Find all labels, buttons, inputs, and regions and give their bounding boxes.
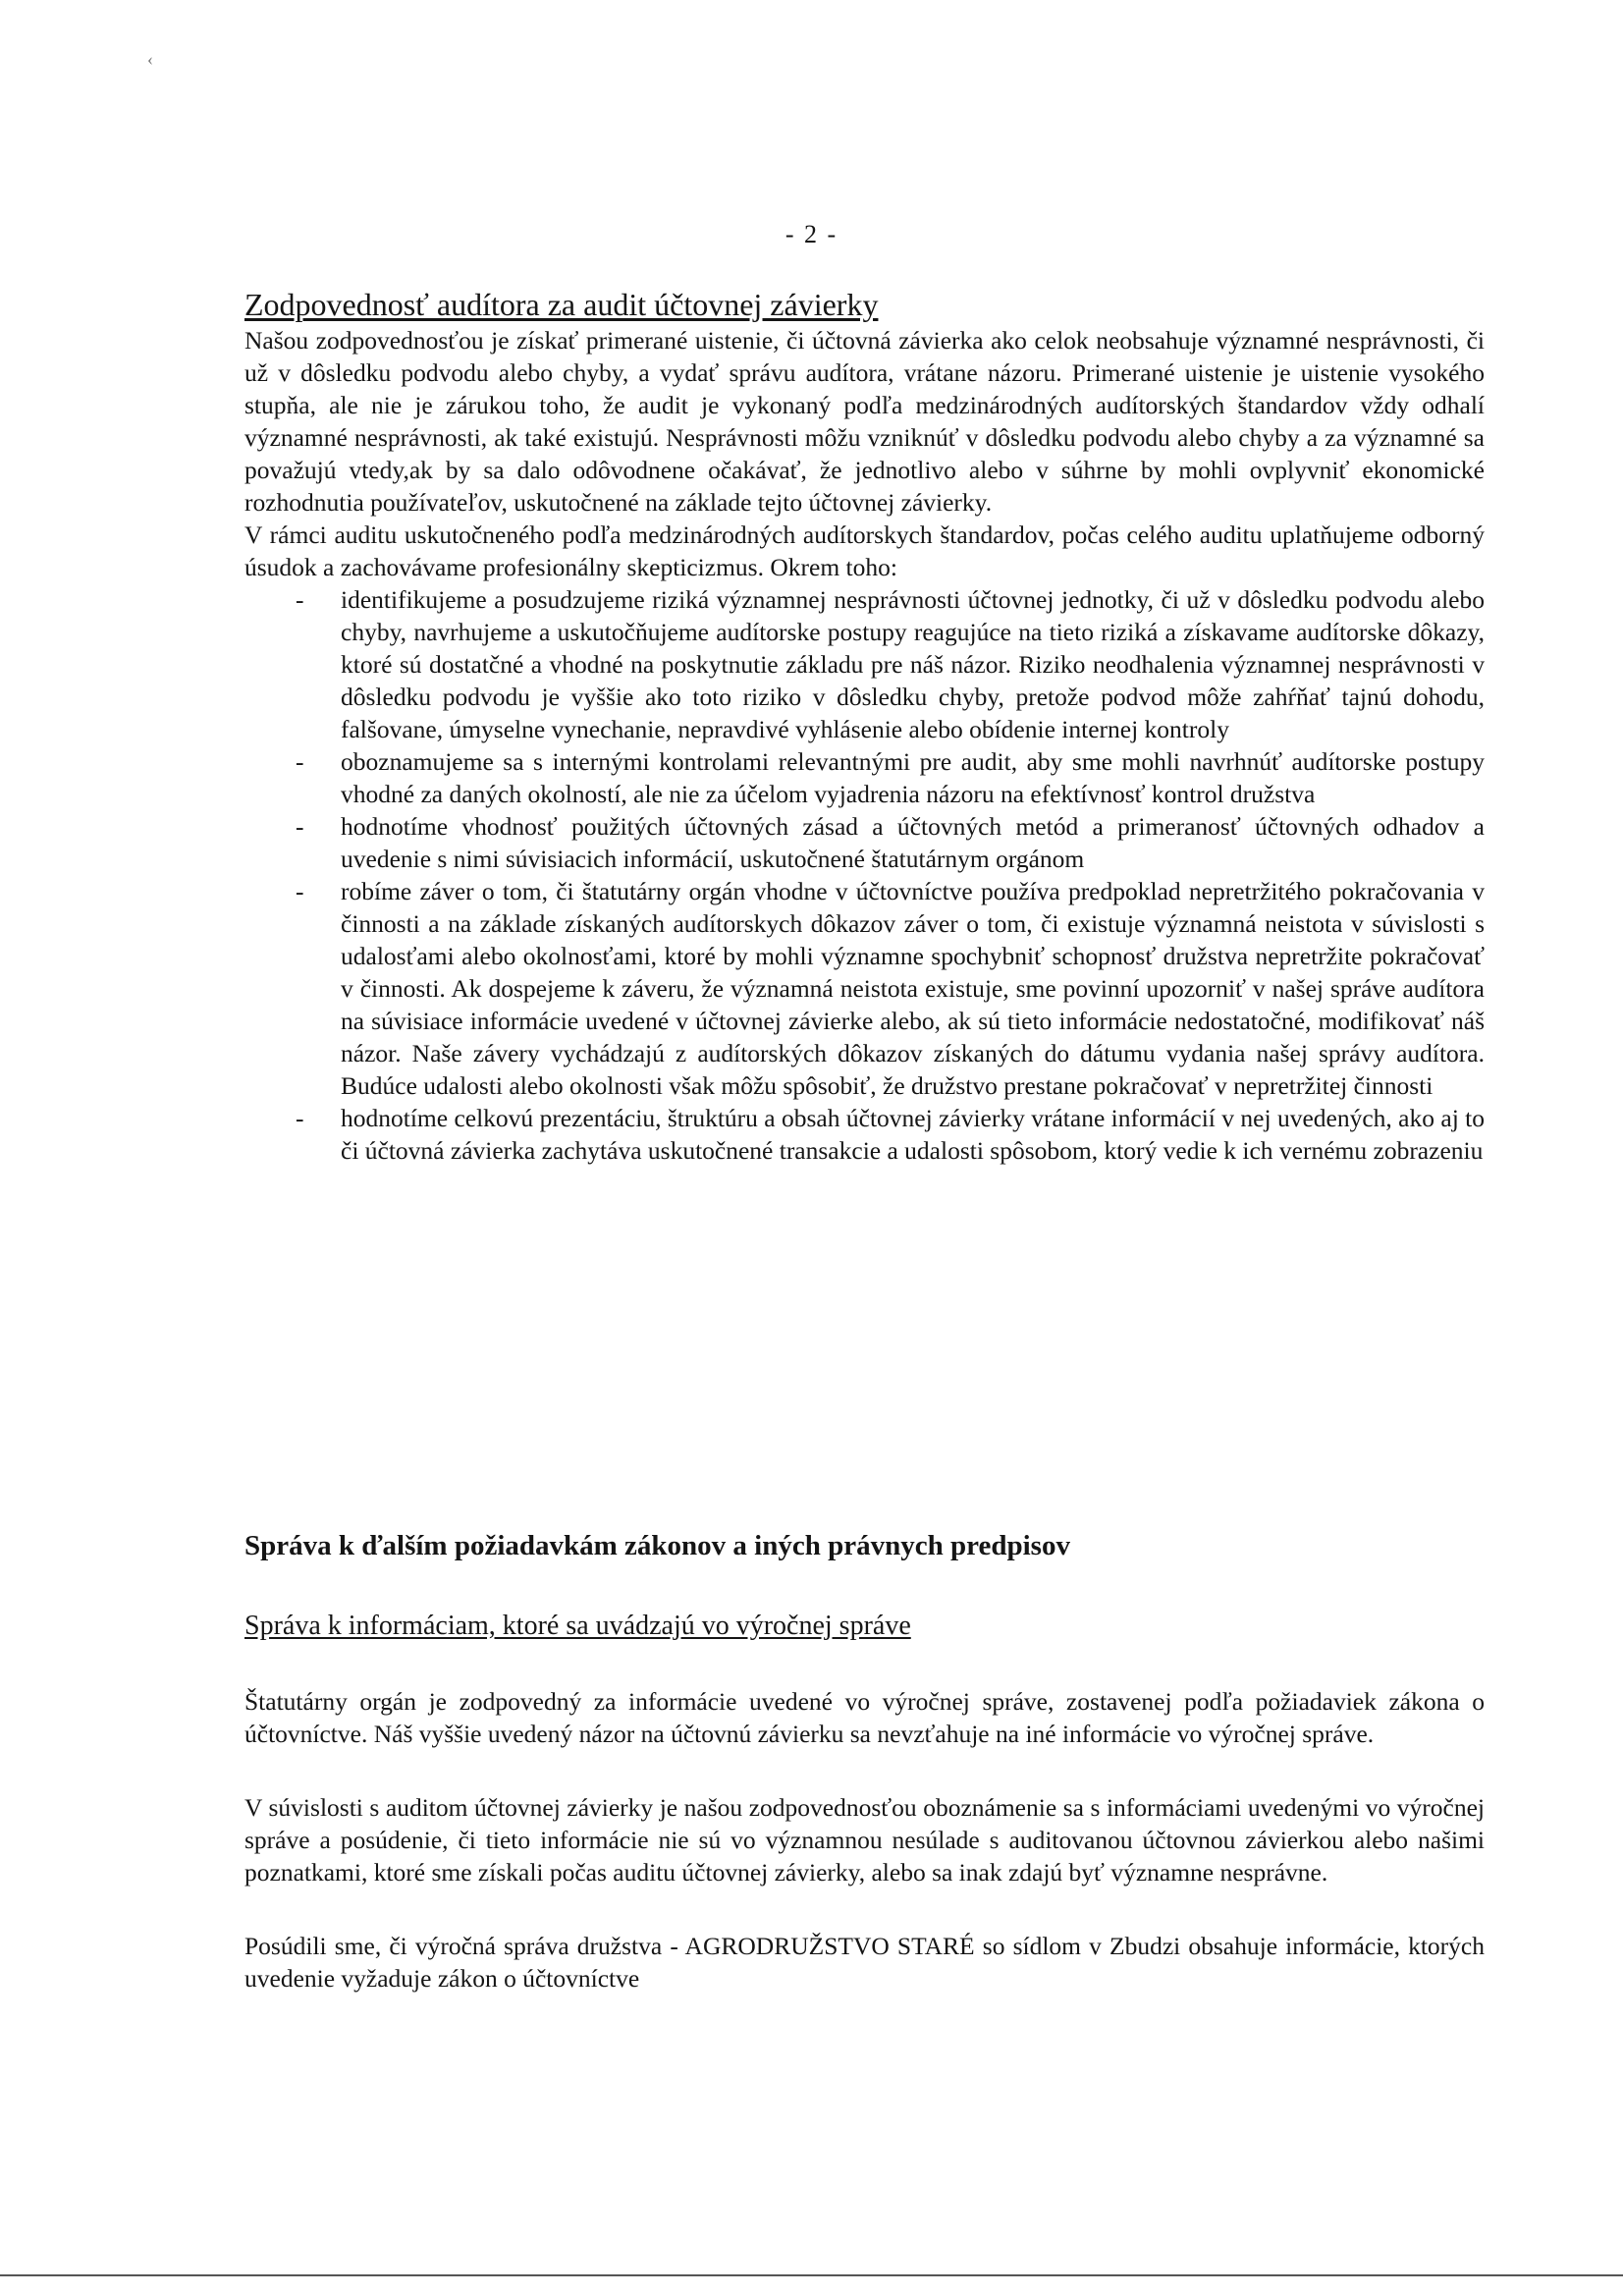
procedures-list <box>244 583 1485 1167</box>
section-heading-auditor-responsibility: Zodpovednosť audítora za audit účtovnej závierky <box>244 287 879 322</box>
list-item-text: hodnotíme celkovú prezentáciu, štruktúru a obsah účtovnej závierky vrátane informácií v nej uvedených, ako aj to či účtovná závierka zachytáva uskutočnené transakcie a udalosti spôsobom, ktorý vedie k ich vernému zobrazeniu <box>341 1104 1485 1165</box>
bullet-dash: - <box>296 585 304 614</box>
bullet-dash: - <box>296 812 304 841</box>
auditor-responsibility-section <box>244 285 1485 1167</box>
page-number: - 2 - <box>784 220 839 248</box>
paragraph: Našou zodpovednosťou je získať primerané uistenie, či účtovná závierka ako celok neobsahuje významné nesprávnosti, či už v dôsledku podvodu alebo chyby, a vydať správu audítora, vrátane názoru. Primerané uistenie je uistenie vysokého stupňa, ale nie je zárukou toho, že audit je vykonaný podľa medzinárodných audítorských štandardov vždy odhalí významné nesprávnosti, ak také existujú. Nesprávnosti môžu vzniknúť v dôsledku podvodu alebo chyby a za významné sa považujú vtedy,ak by sa dalo odôvodnene očakávať, že jednotlivo alebo v súhrne by mohli ovplyvniť ekonomické rozhodnutia používateľov, uskutočnené na základe tejto účtovnej závierky. <box>244 326 1485 517</box>
list-item <box>244 875 1485 1102</box>
paragraph: Štatutárny orgán je zodpovedný za informácie uvedené vo výročnej správe, zostavenej podľa požiadaviek zákona o účtovníctve. Náš vyššie uvedený názor na účtovnú závierku sa nevzťahuje na iné informácie vo výročnej správe. <box>244 1687 1485 1748</box>
paragraph: V rámci auditu uskutočneného podľa medzinárodných audítorskych štandardov, počas celého auditu uplatňujeme odborný úsudok a zachovávame profesionálny skepticizmus. Okrem toho: <box>244 520 1485 581</box>
other-legal-requirements-section <box>244 1528 1485 1995</box>
list-item-text: hodnotíme vhodnosť použitých účtovných zásad a účtovných metód a primeranosť účtovných odhadov a uvedenie s nimi súvisiacich informácií, uskutočnené štatutárnym orgánom <box>341 812 1485 873</box>
list-item-text: robíme záver o tom, či štatutárny orgán vhodne v účtovníctve používa predpoklad nepretržitého pokračovania v činnosti a na základe získaných audítorskych dôkazov záver o tom, či existuje významná neistota v súvislosti s udalosťami alebo okolnosťami, ktoré by mohli významne spochybniť schopnosť družstva nepretržite pokračovať v činnosti. Ak dospejeme k záveru, že významná neistota existuje, sme povinní upozorniť v našej správe audítora na súvisiace informácie uvedené v účtovnej závierke alebo, ak sú tieto informácie nedostatočné, modifikovať náš názor. Naše závery vychádzajú z audítorských dôkazov získaných do dátumu vydania našej správy audítora. Budúce udalosti alebo okolnosti však môžu spôsobiť, že družstvo prestane pokračovať v nepretržitej činnosti <box>341 877 1485 1100</box>
scan-artifact-mark: ‹ <box>147 49 153 69</box>
paragraph: V súvislosti s auditom účtovnej závierky je našou zodpovednosťou oboznámenie sa s informáciami uvedenými vo výročnej správe a posúdenie, či tieto informácie nie sú vo významnou nesúlade s auditovanou účtovnou závierkou alebo našimi poznatkami, ktoré sme získali počas auditu účtovnej závierky, alebo sa inak zdajú byť významne nesprávne. <box>244 1793 1485 1886</box>
paragraph: Posúdili sme, či výročná správa družstva - AGRODRUŽSTVO STARÉ so sídlom v Zbudzi obsahuje informácie, ktorých uvedenie vyžaduje zákon o účtovníctve <box>244 1932 1485 1993</box>
list-item-text: oboznamujeme sa s internými kontrolami relevantnými pre audit, aby sme mohli navrhnúť audítorske postupy vhodné za daných okolností, ale nie za účelom vyjadrenia názoru na efektívnosť kontrol družstva <box>341 747 1485 808</box>
list-item <box>244 745 1485 810</box>
list-item <box>244 583 1485 745</box>
list-item-text: identifikujeme a posudzujeme riziká významnej nesprávnosti účtovnej jednotky, či už v dôsledku podvodu alebo chyby, navrhujeme a uskutočňujeme audítorske postupy reagujúce na tieto riziká a získavame audítorske dôkazy, ktoré sú dostatčné a vhodné na poskytnutie základu pre náš názor. Riziko neodhalenia významnej nesprávnosti v dôsledku podvodu je vyššie ako toto riziko v dôsledku chyby, pretože podvod môže zahŕňať tajnú dohodu, falšovane, úmyselne vynechanie, nepravdivé vyhlásenie alebo obídenie internej kontroly <box>341 585 1485 743</box>
list-item <box>244 1102 1485 1167</box>
list-item <box>244 810 1485 875</box>
scan-bottom-edge-line <box>0 2274 1623 2276</box>
bullet-dash: - <box>296 877 304 905</box>
bullet-dash: - <box>296 747 304 776</box>
subheading-annual-report: Správa k informáciam, ktoré sa uvádzajú vo výročnej správe <box>244 1611 911 1641</box>
section-heading-legal-requirements: Správa k ďalším požiadavkám zákonov a iných právnych predpisov <box>244 1530 1070 1561</box>
bullet-dash: - <box>296 1104 304 1132</box>
